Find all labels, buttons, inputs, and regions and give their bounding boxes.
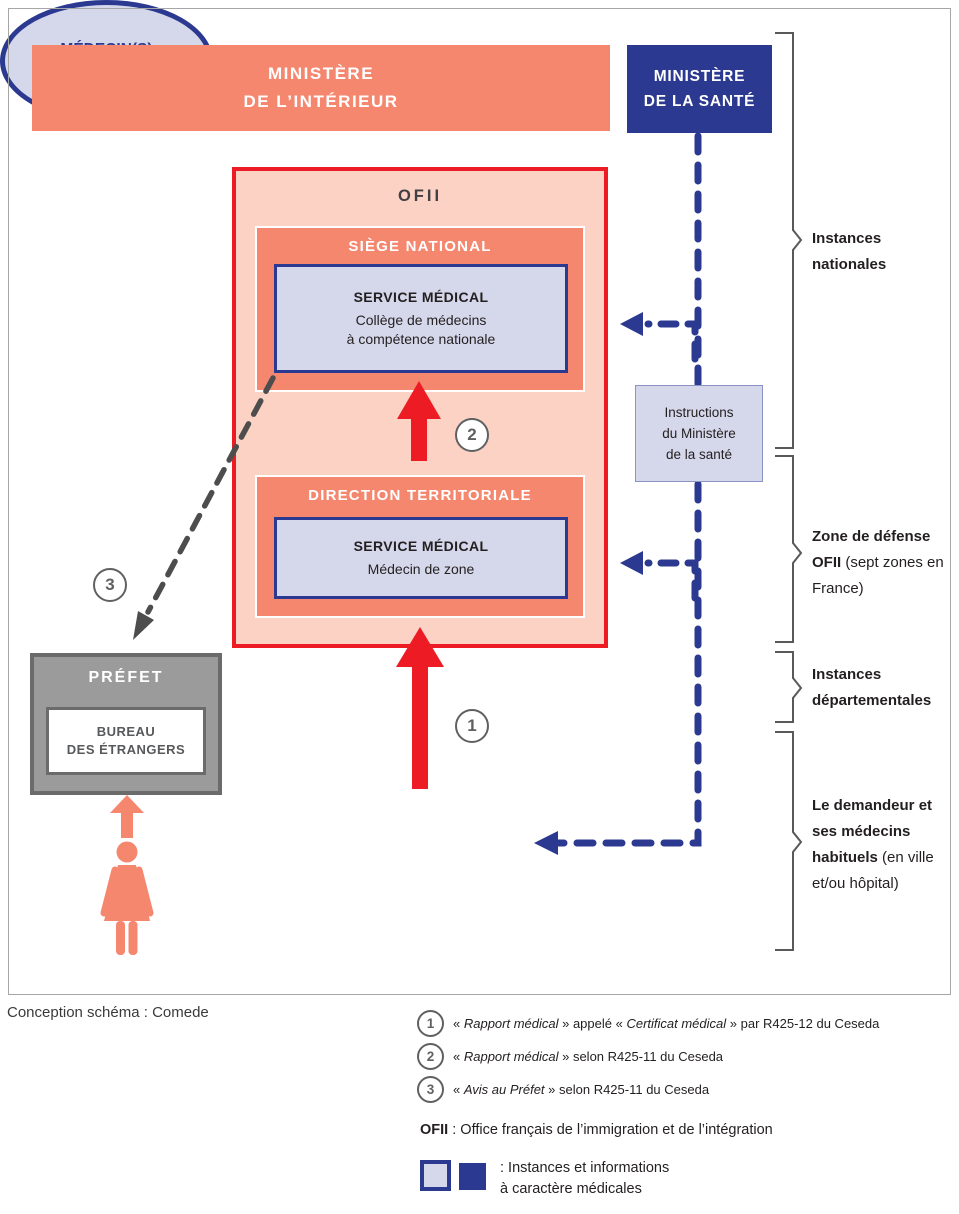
bureau-line1: BUREAU <box>96 724 156 739</box>
medical-legend-line1: : Instances et informations <box>500 1160 670 1176</box>
instances-nationales-line1: Instances <box>812 230 882 247</box>
ofii-label: OFII <box>397 187 443 205</box>
step-3-circle <box>93 568 127 602</box>
medical-legend-line2: à caractère médicales <box>500 1181 642 1197</box>
legend-3-text: « Avis au Préfet » selon R425-11 du Ceseda <box>453 1082 710 1097</box>
instructions-line1: Instructions <box>664 405 734 420</box>
service-medical-national-box <box>274 264 568 373</box>
banner-ministere-interieur <box>32 45 610 131</box>
direction-territoriale-box <box>255 475 585 618</box>
demandeur-label-bold: Le demandeur et ses médecins habituels <box>812 797 933 866</box>
instances-nationales-line2: nationales <box>812 256 887 273</box>
service-medical-zone-box <box>274 517 568 599</box>
legend-2-text: « Rapport médical » selon R425-11 du Ceseda <box>453 1049 724 1064</box>
bureau-line2: DES ÉTRANGERS <box>66 742 186 757</box>
medical-legend-text <box>500 1158 669 1200</box>
step-1-circle <box>455 709 489 743</box>
service-medical-zone-title: SERVICE MÉDICAL <box>353 537 489 554</box>
legend-square-light-icon <box>420 1160 451 1191</box>
label-instances-departementales <box>812 662 931 714</box>
credit-text: Conception schéma : Comede <box>7 1004 209 1021</box>
legend-2-circle <box>417 1043 444 1070</box>
legend-2-number: 2 <box>426 1049 435 1064</box>
bureau-des-etrangers-box <box>46 707 206 775</box>
legend-item-2 <box>417 1043 723 1070</box>
service-medical-zone-line1: Médecin de zone <box>367 560 475 577</box>
ofii-definition <box>420 1122 773 1138</box>
label-zone-de-defense <box>812 524 954 602</box>
ofii-term: OFII <box>420 1122 449 1138</box>
banner-ministere-sante <box>627 45 772 133</box>
zone-label-bold: Zone de défense OFII <box>812 528 931 571</box>
legend-1-text: « Rapport médical » appelé « Certificat médical » par R425-12 du Ceseda <box>453 1016 880 1031</box>
ofii-box <box>232 167 608 648</box>
legend-item-1 <box>417 1010 879 1037</box>
legend-3-circle <box>417 1076 444 1103</box>
service-medical-national-title: SERVICE MÉDICAL <box>353 288 489 305</box>
siege-national-title: SIÈGE NATIONAL <box>348 238 492 255</box>
instances-departementales-line1: Instances <box>812 666 882 683</box>
prefet-box <box>30 653 222 795</box>
step-3-number: 3 <box>105 575 115 594</box>
instructions-line2: du Ministère <box>662 426 736 441</box>
step-2-number: 2 <box>467 425 477 444</box>
instances-departementales-line2: départementales <box>812 692 932 709</box>
instructions-line3: de la santé <box>665 447 733 462</box>
banner-sante-line2: DE LA SANTÉ <box>643 93 756 110</box>
step-2-circle <box>455 418 489 452</box>
banner-interieur-line1: MINISTÈRE <box>267 64 375 83</box>
demandeur-label-regular: (en ville et/ou hôpital) <box>812 849 934 892</box>
legend-square-dark-icon <box>459 1163 486 1190</box>
service-medical-national-line2: à compétence nationale <box>346 330 496 347</box>
label-le-demandeur <box>812 793 947 897</box>
ofii-definition-text: : Office français de l’immigration et de l’intégration <box>448 1122 773 1138</box>
siege-national-box <box>255 226 585 392</box>
prefet-title: PRÉFET <box>88 669 164 686</box>
service-medical-national-line1: Collège de médecins <box>355 311 487 328</box>
legend-3-number: 3 <box>426 1082 435 1097</box>
instructions-ministere-sante-box <box>635 385 763 482</box>
banner-sante-line1: MINISTÈRE <box>653 68 746 85</box>
banner-interieur-line2: DE L’INTÉRIEUR <box>243 92 399 111</box>
legend-1-number: 1 <box>426 1016 435 1031</box>
step-1-number: 1 <box>467 716 477 735</box>
legend-item-3 <box>417 1076 709 1103</box>
label-instances-nationales <box>812 226 886 278</box>
legend-1-circle <box>417 1010 444 1037</box>
zone-label-regular: (sept zones en France) <box>812 554 944 597</box>
direction-territoriale-title: DIRECTION TERRITORIALE <box>308 487 532 504</box>
